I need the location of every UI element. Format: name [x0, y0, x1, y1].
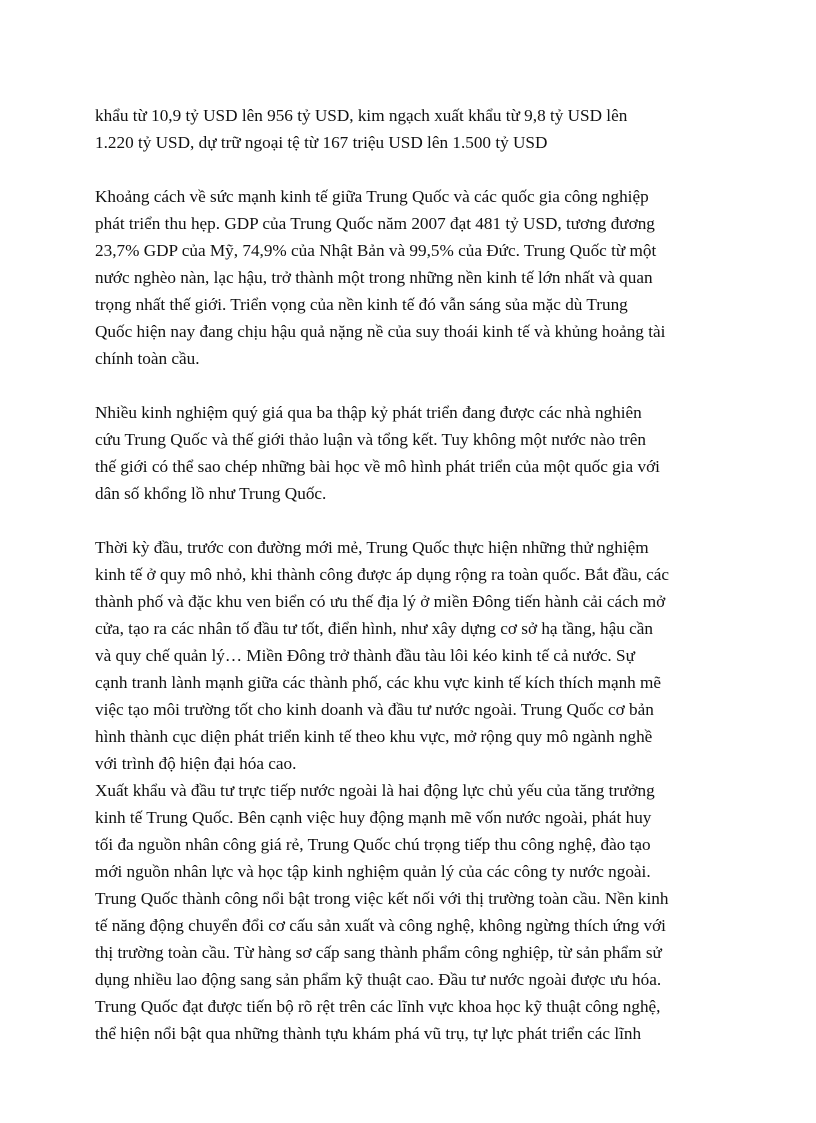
paragraph: [95, 777, 720, 1047]
paragraph: [95, 102, 720, 156]
text-line: cứu Trung Quốc và thế giới thảo luận và tổng kết. Tuy không một nước nào trên: [95, 430, 646, 449]
paragraph: [95, 534, 720, 777]
text-line: 23,7% GDP của Mỹ, 74,9% của Nhật Bản và 99,5% của Đức. Trung Quốc từ một: [95, 241, 657, 260]
paragraph-spacer: [95, 507, 720, 534]
text-line: dân số khổng lồ như Trung Quốc.: [95, 484, 327, 503]
text-line: với trình độ hiện đại hóa cao.: [95, 754, 297, 773]
text-line: mới nguồn nhân lực và học tập kinh nghiệm quản lý của các công ty nước ngoài.: [95, 862, 651, 881]
paragraph: [95, 183, 720, 372]
text-line: Nhiều kinh nghiệm quý giá qua ba thập kỷ phát triển đang được các nhà nghiên: [95, 403, 642, 422]
paragraph: [95, 399, 720, 507]
text-line: kinh tế Trung Quốc. Bên cạnh việc huy động mạnh mẽ vốn nước ngoài, phát huy: [95, 808, 652, 827]
text-line: thành phố và đặc khu ven biển có ưu thế địa lý ở miền Đông tiến hành cải cách mở: [95, 592, 666, 611]
text-line: Quốc hiện nay đang chịu hậu quả nặng nề của suy thoái kinh tế và khủng hoảng tài: [95, 322, 666, 341]
text-line: thể hiện nổi bật qua những thành tựu khám phá vũ trụ, tự lực phát triển các lĩnh: [95, 1024, 642, 1043]
text-line: 1.220 tỷ USD, dự trữ ngoại tệ từ 167 triệu USD lên 1.500 tỷ USD: [95, 133, 548, 152]
text-line: cửa, tạo ra các nhân tố đầu tư tốt, điển hình, như xây dựng cơ sở hạ tầng, hậu cần: [95, 619, 654, 638]
text-line: tế năng động chuyển đổi cơ cấu sản xuất và công nghệ, không ngừng thích ứng với: [95, 916, 666, 935]
text-line: chính toàn cầu.: [95, 349, 200, 368]
text-line: nước nghèo nàn, lạc hậu, trở thành một trong những nền kinh tế lớn nhất và quan: [95, 268, 653, 287]
text-line: Trung Quốc đạt được tiến bộ rõ rệt trên các lĩnh vực khoa học kỹ thuật công nghệ,: [95, 997, 661, 1016]
text-line: Xuất khẩu và đầu tư trực tiếp nước ngoài là hai động lực chủ yếu của tăng trưởng: [95, 781, 655, 800]
paragraph-spacer: [95, 372, 720, 399]
document-body: [95, 102, 720, 1047]
text-line: hình thành cục diện phát triển kinh tế theo khu vực, mở rộng quy mô ngành nghề: [95, 727, 653, 746]
text-line: trọng nhất thế giới. Triển vọng của nền kinh tế đó vẫn sáng sủa mặc dù Trung: [95, 295, 628, 314]
text-line: cạnh tranh lành mạnh giữa các thành phố, các khu vực kinh tế kích thích mạnh mẽ: [95, 673, 662, 692]
text-line: thị trường toàn cầu. Từ hàng sơ cấp sang thành phẩm công nghiệp, từ sản phẩm sử: [95, 943, 662, 962]
text-line: kinh tế ở quy mô nhỏ, khi thành công được áp dụng rộng ra toàn quốc. Bắt đầu, các: [95, 565, 670, 584]
text-line: khẩu từ 10,9 tỷ USD lên 956 tỷ USD, kim ngạch xuất khẩu từ 9,8 tỷ USD lên: [95, 106, 628, 125]
text-line: phát triển thu hẹp. GDP của Trung Quốc năm 2007 đạt 481 tỷ USD, tương đương: [95, 214, 655, 233]
paragraph-spacer: [95, 156, 720, 183]
text-line: thế giới có thể sao chép những bài học về mô hình phát triển của một quốc gia với: [95, 457, 660, 476]
text-line: và quy chế quản lý… Miền Đông trở thành đầu tàu lôi kéo kinh tế cả nước. Sự: [95, 646, 635, 665]
text-line: tối đa nguồn nhân công giá rẻ, Trung Quốc chú trọng tiếp thu công nghệ, đào tạo: [95, 835, 651, 854]
text-line: Trung Quốc thành công nổi bật trong việc kết nối với thị trường toàn cầu. Nền kinh: [95, 889, 669, 908]
text-line: Khoảng cách về sức mạnh kinh tế giữa Trung Quốc và các quốc gia công nghiệp: [95, 187, 649, 206]
text-line: việc tạo môi trường tốt cho kinh doanh và đầu tư nước ngoài. Trung Quốc cơ bản: [95, 700, 654, 719]
text-line: Thời kỳ đầu, trước con đường mới mẻ, Trung Quốc thực hiện những thử nghiệm: [95, 538, 649, 557]
text-line: dụng nhiều lao động sang sản phẩm kỹ thuật cao. Đầu tư nước ngoài được ưu hóa.: [95, 970, 662, 989]
